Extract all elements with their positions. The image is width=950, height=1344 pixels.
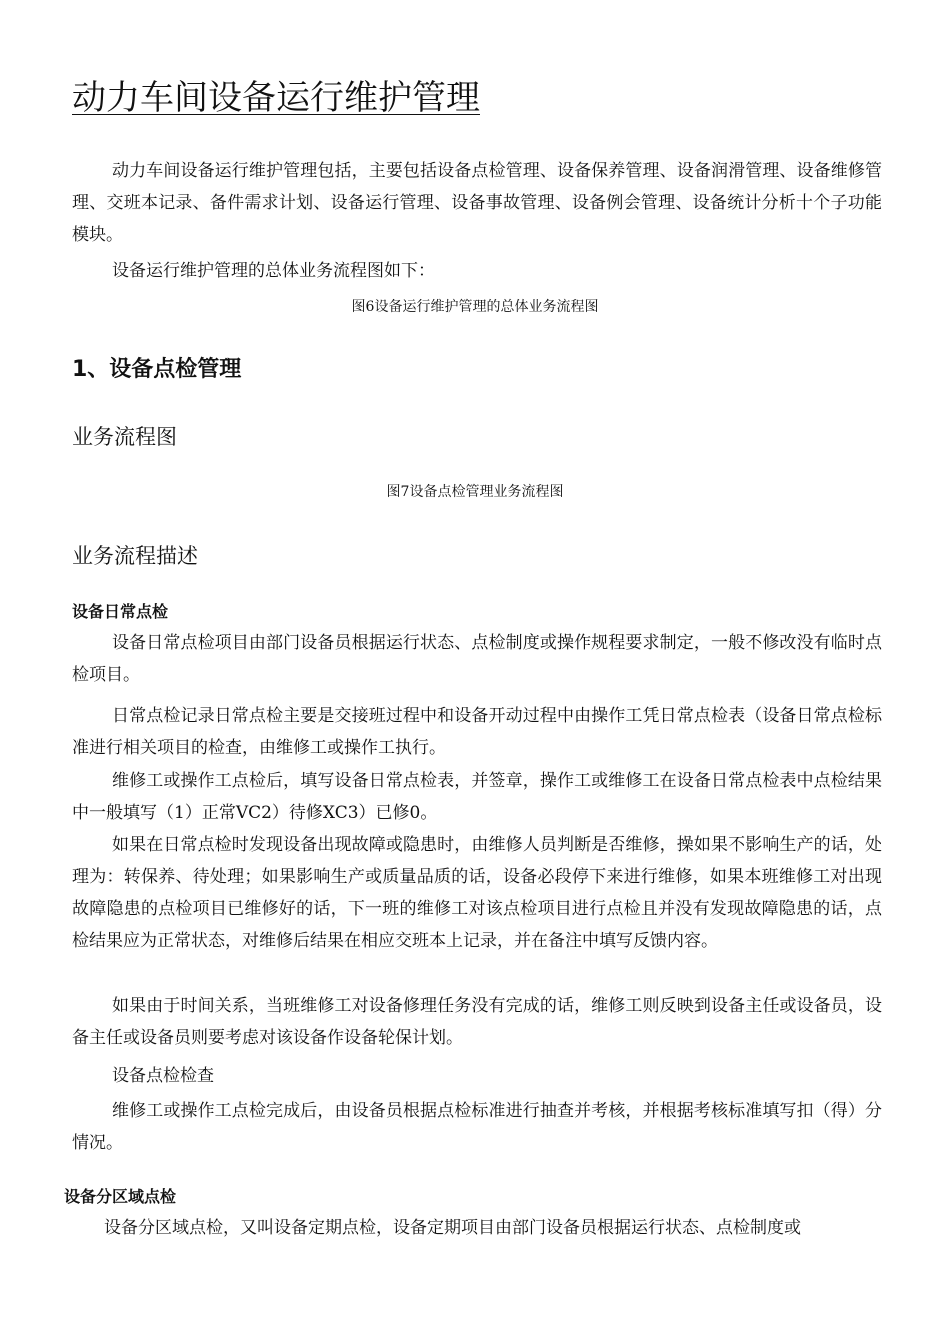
- daily-paragraph-1: 设备日常点检项目由部门设备员根据运行状态、点检制度或操作规程要求制定，一般不修改没有临时点检项目。: [72, 633, 882, 685]
- flow-chart-heading: 业务流程图: [72, 425, 177, 449]
- document-title: 动力车间设备运行维护管理: [72, 78, 480, 118]
- figure-6-caption: 图6设备运行维护管理的总体业务流程图: [351, 299, 599, 315]
- zone-inspection-heading: 设备分区域点检: [64, 1187, 177, 1206]
- flow-description-heading: 业务流程描述: [72, 544, 198, 568]
- zone-inspection-paragraph: 设备分区域点检，又叫设备定期点检，设备定期项目由部门设备员根据运行状态、点检制度或: [104, 1218, 801, 1238]
- daily-inspection-heading: 设备日常点检: [72, 602, 169, 621]
- inspection-check-paragraph: 维修工或操作工点检完成后，由设备员根据点检标准进行抽查并考核，并根据考核标准填写扣（得）分情况。: [72, 1101, 882, 1153]
- section-1-heading: 1、设备点检管理: [72, 357, 242, 382]
- inspection-check-heading: 设备点检检查: [112, 1066, 214, 1086]
- daily-paragraph-5: 如果由于时间关系，当班维修工对设备修理任务没有完成的话，维修工则反映到设备主任或设备员，设备主任或设备员则要考虑对该设备作设备轮保计划。: [72, 996, 882, 1048]
- intro-flow-sentence: 设备运行维护管理的总体业务流程图如下：: [112, 261, 435, 281]
- daily-paragraph-2: 日常点检记录日常点检主要是交接班过程中和设备开动过程中由操作工凭日常点检表（设备日常点检标准进行相关项目的检查，由维修工或操作工执行。: [72, 706, 882, 758]
- daily-paragraph-3: 维修工或操作工点检后，填写设备日常点检表，并签章，操作工或维修工在设备日常点检表中点检结果中一般填写（1）正常VC2）待修XC3）已修0。: [72, 771, 882, 823]
- daily-paragraph-4: 如果在日常点检时发现设备出现故障或隐患时，由维修人员判断是否维修，操如果不影响生产的话，处理为：转保养、待处理；如果影响生产或质量品质的话，设备必段停下来进行维修，如果本班维修工对出现故障隐患的点检项目已维修好的话，下一班的维修工对该点检项目进行点检且并没有发现故障隐患的话，点检结果应为正常状态，对维修后结果在相应交班本上记录，并在备注中填写反馈内容。: [72, 835, 882, 951]
- intro-paragraph: 动力车间设备运行维护管理包括，主要包括设备点检管理、设备保养管理、设备润滑管理、设备维修管理、交班本记录、备件需求计划、设备运行管理、设备事故管理、设备例会管理、设备统计分析十个子功能模块。: [72, 161, 882, 245]
- figure-7-caption: 图7设备点检管理业务流程图: [386, 484, 564, 500]
